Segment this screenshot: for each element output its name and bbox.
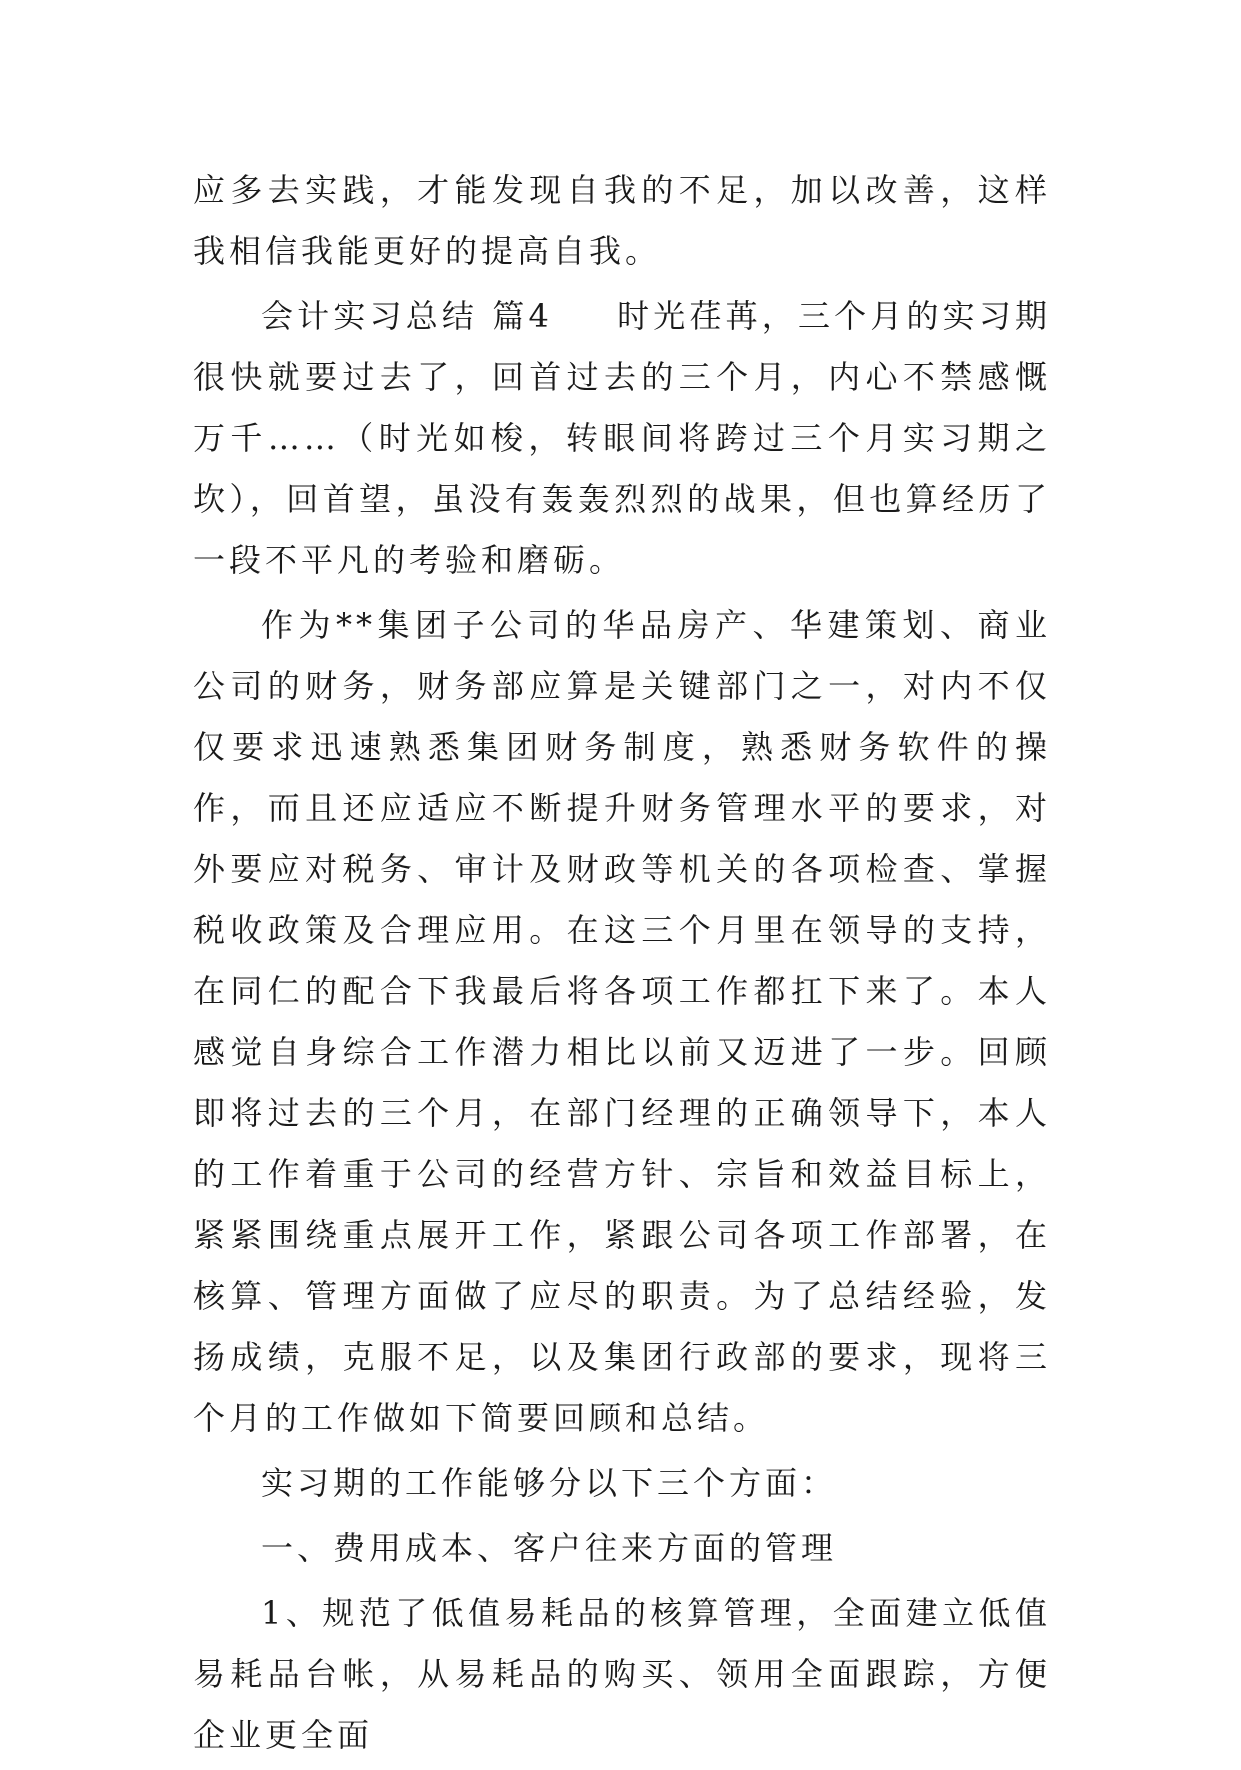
- paragraph-text: 一、费用成本、客户往来方面的管理: [261, 1529, 838, 1567]
- paragraph-section-4: [193, 286, 1051, 591]
- document-body: [193, 160, 1051, 1770]
- paragraph-work-aspects: [193, 1453, 1051, 1514]
- paragraph-role-description: [193, 595, 1051, 1449]
- paragraph-text: 时光荏苒，三个月的实习期很快就要过去了，回首过去的三个月，内心不禁感慨万千……（时光如梭，转眼间将跨过三个月实习期之坎），回首望，虽没有轰轰烈烈的战果，但也算经历了一段不平凡的考验和磨砺。: [193, 297, 1051, 579]
- paragraph-text: 应多去实践，才能发现自我的不足，加以改善，这样我相信我能更好的提高自我。: [193, 171, 1051, 270]
- section-heading: 会计实习总结 篇4: [261, 297, 553, 335]
- paragraph-text: 实习期的工作能够分以下三个方面：: [261, 1464, 838, 1502]
- paragraph-text: 作为**集团子公司的华品房产、华建策划、商业公司的财务，财务部应算是关键部门之一，对内不仅仅要求迅速熟悉集团财务制度，熟悉财务软件的操作，而且还应适应不断提升财务管理水平的要求，对外要应对税务、审计及财政等机关的各项检查、掌握税收政策及合理应用。在这三个月里在领导的支持，在同仁的配合下我最后将各项工作都扛下来了。本人感觉自身综合工作潜力相比以前又迈进了一步。回顾即将过去的三个月，在部门经理的正确领导下，本人的工作着重于公司的经营方针、宗旨和效益目标上，紧紧围绕重点展开工作，紧跟公司各项工作部署，在核算、管理方面做了应尽的职责。为了总结经验，发扬成绩，克服不足，以及集团行政部的要求，现将三个月的工作做如下简要回顾和总结。: [193, 606, 1051, 1437]
- subheading-cost-management: [193, 1518, 1051, 1579]
- paragraph-item-1: [193, 1583, 1051, 1766]
- paragraph-continued: [193, 160, 1051, 282]
- paragraph-text: 1、规范了低值易耗品的核算管理，全面建立低值易耗品台帐，从易耗品的购买、领用全面跟踪，方便企业更全面: [193, 1594, 1051, 1754]
